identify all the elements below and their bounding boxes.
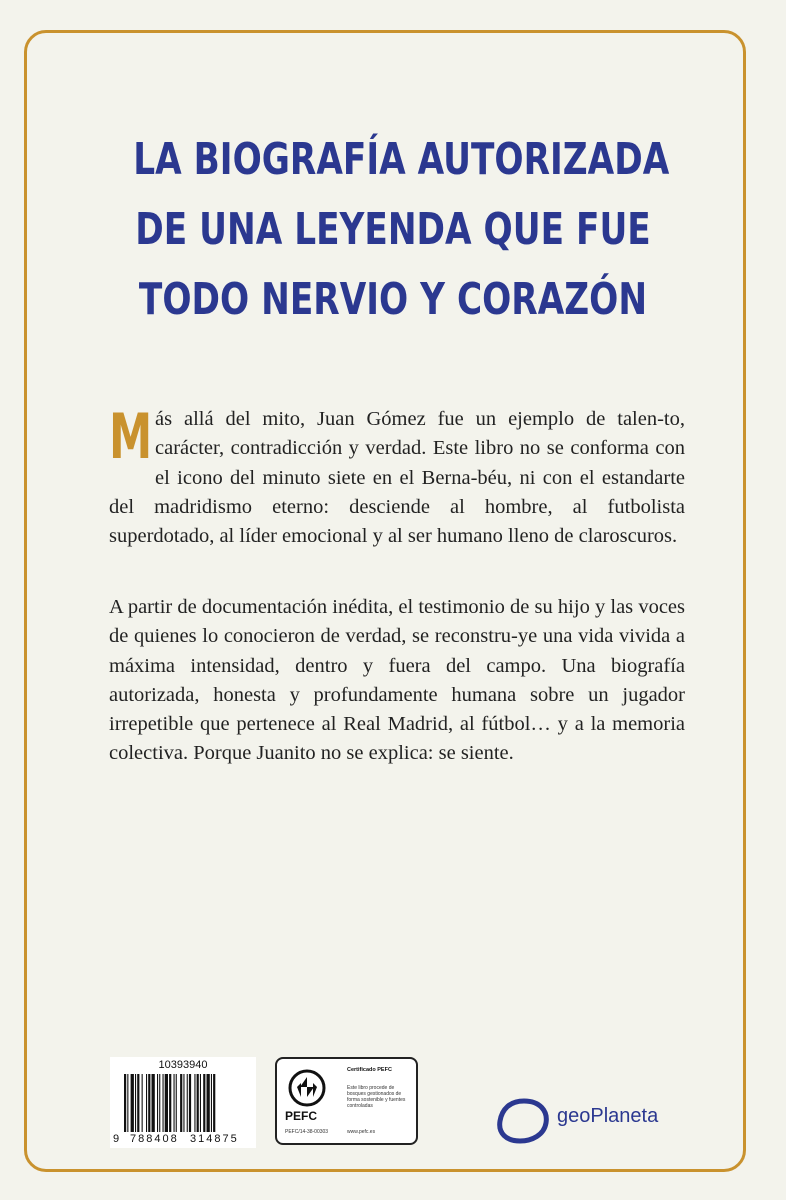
barcode-bar xyxy=(157,1074,158,1132)
barcode-bar xyxy=(137,1074,139,1132)
barcode-bar xyxy=(163,1074,164,1132)
barcode-bar xyxy=(142,1074,143,1132)
publisher-name: geoPlaneta xyxy=(557,1105,659,1127)
synopsis-paragraph-1 xyxy=(109,400,685,551)
barcode-bar xyxy=(146,1074,147,1132)
paragraph-1-text: ás allá del mito, Juan Gómez fue un ejemplo de talen-to, carácter, contradicción y verdad. Este libro no se conforma con el icono del minuto siete en el Berna-béu, ni con el estandarte del madridismo eterno: desciende al hombre, al futbolista superdotado, al líder emocional y al ser humano lleno de claroscuros. xyxy=(109,408,685,548)
barcode-bar xyxy=(174,1074,175,1132)
barcode-bar xyxy=(165,1074,168,1132)
headline xyxy=(133,125,670,335)
barcode-bar xyxy=(124,1074,126,1132)
barcode-bar xyxy=(187,1074,188,1132)
pefc-code: PEFC/14-38-00303 xyxy=(285,1129,329,1135)
barcode-bars xyxy=(124,1074,244,1132)
paragraph-2-text: A partir de documentación inédita, el testimonio de su hijo y las voces de quienes lo conocieron de verdad, se reconstru-ye una vida vivida a máxima intensidad, dentro y fuera del campo. Una biografía autorizada, honesta y profundamente humana sobre un jugador irrepetible que pertenece al Real Madrid, al fútbol… y a la memoria colectiva. Porque Juanito no se explica: se siente. xyxy=(109,596,685,765)
barcode-bar xyxy=(183,1074,184,1132)
barcode-bar xyxy=(169,1074,171,1132)
barcode-bar xyxy=(197,1074,199,1132)
isbn-barcode xyxy=(110,1057,256,1148)
barcode-bar xyxy=(207,1074,210,1132)
barcode-bar xyxy=(148,1074,150,1132)
barcode-bar xyxy=(152,1074,155,1132)
headline-line-1: LA BIOGRAFÍA AUTORIZADA xyxy=(133,134,670,185)
barcode-bar xyxy=(159,1074,160,1132)
barcode-bar xyxy=(135,1074,136,1132)
barcode-bar xyxy=(194,1074,195,1132)
barcode-bar xyxy=(211,1074,212,1132)
barcode-digit-1: 9 xyxy=(113,1133,120,1145)
pefc-tree-icon xyxy=(287,1069,327,1107)
barcode-bar xyxy=(189,1074,191,1132)
barcode-digits-group-1: 788408 xyxy=(130,1133,179,1145)
barcode-digits-group-2: 314875 xyxy=(190,1133,239,1145)
barcode-bar xyxy=(131,1074,134,1132)
pefc-logo-text: PEFC xyxy=(285,1109,318,1123)
synopsis-paragraph-2 xyxy=(109,593,685,769)
barcode-bar xyxy=(176,1074,177,1132)
headline-line-3: TODO NERVIO Y CORAZÓN xyxy=(138,274,648,325)
pefc-cert-title: Certificado PEFC xyxy=(347,1067,392,1073)
barcode-bar xyxy=(203,1074,205,1132)
pefc-description: Este libro procede de bosques gestionados de forma sostenible y fuentes controladas xyxy=(347,1085,406,1109)
barcode-bar xyxy=(200,1074,201,1132)
drop-cap: M xyxy=(109,400,153,473)
barcode-top-number: 10393940 xyxy=(158,1059,208,1071)
pefc-certification xyxy=(275,1057,418,1145)
barcode-bar xyxy=(127,1074,128,1132)
pefc-url: www.pefc.es xyxy=(347,1129,376,1135)
geoplaneta-logo-icon xyxy=(496,1097,552,1145)
barcode-bar xyxy=(213,1074,215,1132)
headline-line-2: DE UNA LEYENDA QUE FUE xyxy=(135,204,651,255)
barcode-bar xyxy=(180,1074,182,1132)
